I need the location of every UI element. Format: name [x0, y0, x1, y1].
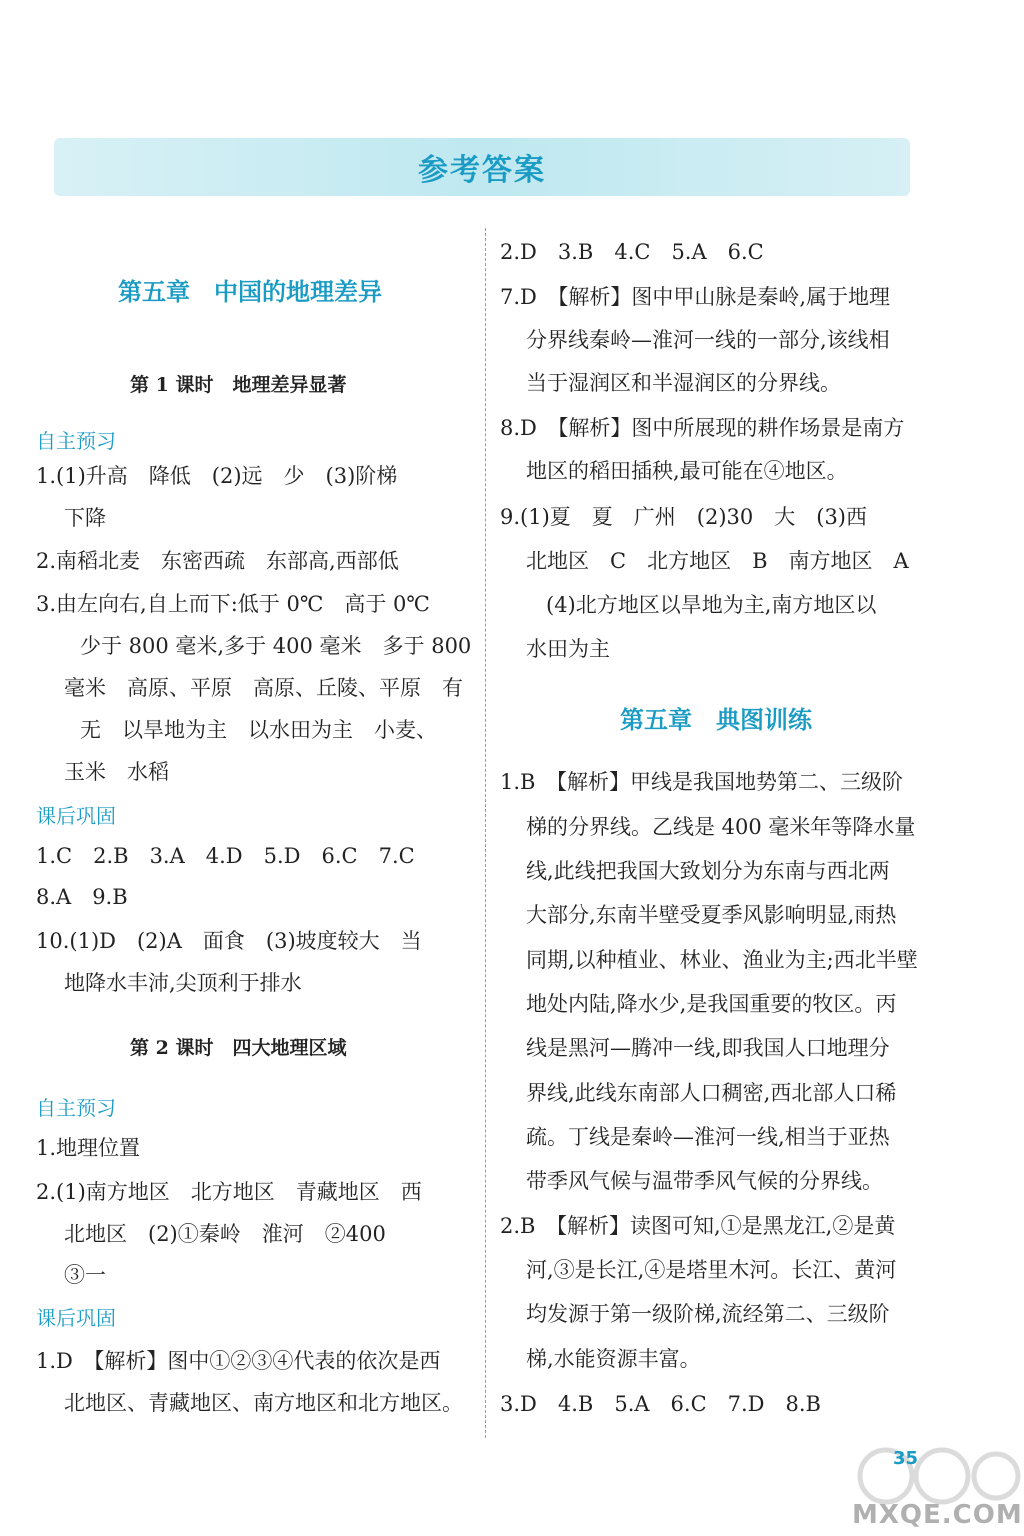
answer-line: 1.地理位置 — [36, 1136, 141, 1160]
lesson-2-title: 第 2 课时 四大地理区域 — [130, 1037, 347, 1059]
answer-line: 大部分,东南半壁受夏季风影响明显,雨热 — [526, 903, 897, 927]
answer-line: 8.D 【解析】图中所展现的耕作场景是南方 — [500, 416, 905, 440]
column-divider — [485, 228, 486, 1438]
lesson-2-consolidate-heading: 课后巩固 — [36, 1306, 116, 1330]
answer-line: 3.由左向右,自上而下:低于 0℃ 高于 0℃ — [36, 592, 430, 616]
banner-title: 参考答案 — [418, 153, 546, 188]
answer-line: 线,此线把我国大致划分为东南与西北两 — [526, 859, 890, 883]
watermark-text: MXQE.COM — [852, 1500, 1023, 1530]
chapter-title: 第五章 中国的地理差异 — [118, 278, 382, 306]
answer-line: 界线,此线东南部人口稠密,西北部人口稀 — [526, 1081, 897, 1105]
answer-line: 9.(1)夏 夏 广州 (2)30 大 (3)西 — [500, 505, 867, 529]
answer-line: ③一 — [64, 1263, 106, 1287]
answer-line: 北地区、青藏地区、南方地区和北方地区。 — [64, 1391, 463, 1415]
answer-line: 毫米 高原、平原 高原、丘陵、平原 有 — [64, 676, 463, 700]
answer-line: 1.B 【解析】甲线是我国地势第二、三级阶 — [500, 770, 903, 794]
answer-line: 疏。丁线是秦岭—淮河一线,相当于亚热 — [526, 1125, 890, 1149]
answer-line: 3.D 4.B 5.A 6.C 7.D 8.B — [500, 1392, 821, 1416]
answer-line: 1.C 2.B 3.A 4.D 5.D 6.C 7.C — [36, 844, 415, 868]
answer-line: 北地区 (2)①秦岭 淮河 ②400 — [64, 1222, 386, 1246]
answer-line: 2.南稻北麦 东密西疏 东部高,西部低 — [36, 549, 399, 573]
answer-line: 2.D 3.B 4.C 5.A 6.C — [500, 240, 764, 264]
answer-line: 1.D 【解析】图中①②③④代表的依次是西 — [36, 1349, 441, 1373]
answer-line: (4)北方地区以旱地为主,南方地区以 — [546, 593, 877, 617]
answer-line: 地区的稻田插秧,最可能在④地区。 — [526, 459, 848, 483]
answer-line: 少于 800 毫米,多于 400 毫米 多于 800 — [80, 634, 472, 658]
answer-line: 2.(1)南方地区 北方地区 青藏地区 西 — [36, 1180, 422, 1204]
answer-line: 地降水丰沛,尖顶利于排水 — [64, 971, 302, 995]
answer-line: 10.(1)D (2)A 面食 (3)坡度较大 当 — [36, 929, 422, 953]
answer-line: 7.D 【解析】图中甲山脉是秦岭,属于地理 — [500, 285, 891, 309]
answer-line: 线是黑河—腾冲一线,即我国人口地理分 — [526, 1036, 890, 1060]
answer-line: 带季风气候与温带季风气候的分界线。 — [526, 1169, 883, 1193]
answer-line: 地处内陆,降水少,是我国重要的牧区。丙 — [526, 992, 897, 1016]
page-number: 35 — [893, 1448, 919, 1469]
answer-line: 无 以旱地为主 以水田为主 小麦、 — [80, 718, 437, 742]
answer-line: 梯的分界线。乙线是 400 毫米年等降水量 — [526, 815, 916, 839]
answer-line: 下降 — [64, 506, 106, 530]
answer-line: 水田为主 — [526, 637, 610, 661]
answer-line: 梯,水能资源丰富。 — [526, 1347, 701, 1371]
answer-line: 1.(1)升高 降低 (2)远 少 (3)阶梯 — [36, 464, 398, 488]
answer-line: 河,③是长江,④是塔里木河。长江、黄河 — [526, 1258, 897, 1282]
lesson-2-preview-heading: 自主预习 — [36, 1096, 116, 1120]
answer-line: 2.B 【解析】读图可知,①是黑龙江,②是黄 — [500, 1214, 896, 1238]
answer-line: 8.A 9.B — [36, 885, 128, 909]
answer-line: 同期,以种植业、林业、渔业为主;西北半壁 — [526, 948, 918, 972]
answer-line: 分界线秦岭—淮河一线的一部分,该线相 — [526, 328, 890, 352]
answer-line: 玉米 水稻 — [64, 760, 169, 784]
answer-line: 当于湿润区和半湿润区的分界线。 — [526, 371, 841, 395]
lesson-1-title: 第 1 课时 地理差异显著 — [130, 374, 347, 396]
lesson-1-preview-heading: 自主预习 — [36, 429, 116, 453]
answer-line: 均发源于第一级阶梯,流经第二、三级阶 — [526, 1302, 890, 1326]
answer-line: 北地区 C 北方地区 B 南方地区 A — [526, 549, 909, 573]
answer-banner — [54, 138, 910, 196]
chapter-2-title: 第五章 典图训练 — [620, 706, 812, 734]
lesson-1-consolidate-heading: 课后巩固 — [36, 804, 116, 828]
